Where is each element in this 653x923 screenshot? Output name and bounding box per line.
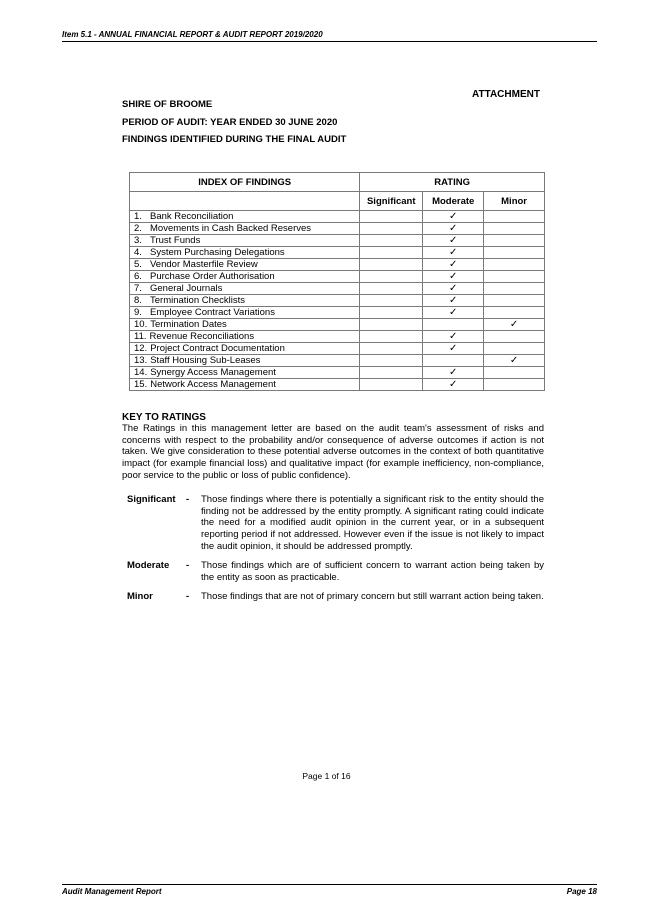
finding-number: 15.	[134, 379, 148, 390]
entity-title: SHIRE OF BROOME	[122, 99, 213, 110]
rating-cell-minor	[484, 247, 545, 259]
check-icon: ✓	[448, 295, 458, 306]
finding-row	[130, 331, 545, 343]
check-icon: ✓	[448, 307, 458, 318]
index-header: INDEX OF FINDINGS	[130, 173, 360, 192]
rating-cell-minor	[484, 379, 545, 391]
finding-text: Synergy Access Management	[150, 367, 276, 378]
finding-number: 12.	[134, 343, 148, 354]
rating-cell-significant	[360, 379, 423, 391]
rating-cell-minor	[484, 355, 545, 367]
rating-cell-minor	[484, 295, 545, 307]
finding-number: 7.	[134, 283, 142, 294]
rating-cell-moderate	[423, 235, 484, 247]
check-icon: ✓	[448, 331, 458, 342]
check-icon: ✓	[509, 355, 519, 366]
check-icon: ✓	[448, 223, 458, 234]
finding-number: 11.	[134, 331, 147, 342]
rating-cell-significant	[360, 259, 423, 271]
finding-number: 14.	[134, 367, 148, 378]
finding-text: Network Access Management	[150, 379, 276, 390]
finding-row	[130, 355, 545, 367]
check-icon: ✓	[448, 247, 458, 258]
finding-text: Project Contract Documentation	[150, 343, 285, 354]
findings-table	[129, 172, 545, 391]
check-icon: ✓	[448, 271, 458, 282]
finding-row	[130, 379, 545, 391]
rating-cell-moderate	[423, 379, 484, 391]
col-minor: Minor	[484, 192, 545, 211]
rating-cell-minor	[484, 319, 545, 331]
rating-cell-significant	[360, 319, 423, 331]
rating-cell-moderate	[423, 223, 484, 235]
col-significant: Significant	[360, 192, 423, 211]
finding-number: 6.	[134, 271, 142, 282]
rating-cell-significant	[360, 307, 423, 319]
finding-label	[130, 295, 360, 307]
rating-cell-moderate	[423, 331, 484, 343]
finding-label	[130, 343, 360, 355]
attachment-label: ATTACHMENT	[472, 89, 540, 100]
rating-cell-significant	[360, 331, 423, 343]
rating-desc: Those findings where there is potentially a significant risk to the entity should the finding not be addressed by the entity promptly. A significant rating could indicate the need for a modified audit opinion in the current year, or in a subsequent reporting period if not addressed. However even if the issue is not likely to impact the audit opinion, it should be addressed promptly.	[201, 494, 544, 552]
rating-cell-moderate	[423, 259, 484, 271]
blank-header-cell	[130, 192, 360, 211]
findings-title: FINDINGS IDENTIFIED DURING THE FINAL AUDIT	[122, 134, 347, 145]
finding-number: 1.	[134, 211, 142, 222]
finding-text: Vendor Masterfile Review	[150, 259, 258, 270]
finding-row	[130, 343, 545, 355]
rating-cell-minor	[484, 259, 545, 271]
finding-row	[130, 247, 545, 259]
col-moderate: Moderate	[423, 192, 484, 211]
finding-label	[130, 223, 360, 235]
finding-number: 3.	[134, 235, 142, 246]
rating-cell-moderate	[423, 271, 484, 283]
finding-row	[130, 307, 545, 319]
check-icon: ✓	[448, 259, 458, 270]
rating-cell-significant	[360, 247, 423, 259]
rating-term: Minor	[127, 591, 153, 602]
finding-label	[130, 355, 360, 367]
period-title: PERIOD OF AUDIT: YEAR ENDED 30 JUNE 2020	[122, 117, 338, 128]
rating-cell-minor	[484, 271, 545, 283]
finding-label	[130, 271, 360, 283]
rating-cell-significant	[360, 211, 423, 223]
page-footer	[62, 884, 597, 896]
rating-cell-significant	[360, 355, 423, 367]
finding-label	[130, 235, 360, 247]
finding-label	[130, 331, 360, 343]
key-paragraph: The Ratings in this management letter are based on the audit team's assessment of risks and concerns with respect to the probability and/or consequence of adverse outcomes if action is not taken. We give consideration to these potential adverse outcomes in the context of both quantitative impact (for example financial loss) and qualitative impact (for example inefficiency, non-compliance, poor service to the public or loss of public confidence).	[122, 423, 544, 481]
rating-cell-moderate	[423, 367, 484, 379]
finding-label	[130, 319, 360, 331]
rating-cell-minor	[484, 367, 545, 379]
finding-number: 5.	[134, 259, 142, 270]
finding-label	[130, 307, 360, 319]
rating-cell-significant	[360, 223, 423, 235]
check-icon: ✓	[448, 367, 458, 378]
page-header	[62, 30, 597, 42]
finding-row	[130, 271, 545, 283]
finding-number: 8.	[134, 295, 142, 306]
footer-right: Page 18	[566, 887, 597, 896]
page-number: Page 1 of 16	[302, 771, 351, 781]
finding-row	[130, 211, 545, 223]
finding-text: Staff Housing Sub-Leases	[150, 355, 261, 366]
rating-cell-moderate	[423, 211, 484, 223]
rating-dash: -	[186, 591, 190, 602]
rating-cell-significant	[360, 235, 423, 247]
finding-text: Termination Checklists	[150, 295, 246, 306]
rating-cell-minor	[484, 307, 545, 319]
rating-term: Significant	[127, 494, 176, 505]
rating-cell-significant	[360, 271, 423, 283]
finding-text: Bank Reconciliation	[150, 211, 234, 222]
finding-text: Employee Contract Variations	[150, 307, 275, 318]
rating-cell-moderate	[423, 247, 484, 259]
finding-number: 4.	[134, 247, 142, 258]
finding-number: 10.	[134, 319, 148, 330]
rating-cell-moderate	[423, 307, 484, 319]
finding-text: Purchase Order Authorisation	[150, 271, 275, 282]
finding-text: Termination Dates	[150, 319, 227, 330]
finding-label	[130, 283, 360, 295]
rating-cell-moderate	[423, 283, 484, 295]
rating-cell-significant	[360, 295, 423, 307]
finding-row	[130, 223, 545, 235]
finding-row	[130, 283, 545, 295]
rating-header: RATING	[360, 173, 545, 192]
finding-row	[130, 319, 545, 331]
rating-cell-moderate	[423, 343, 484, 355]
rating-desc: Those findings that are not of primary concern but still warrant action being taken.	[201, 591, 544, 602]
finding-label	[130, 247, 360, 259]
finding-number: 13.	[134, 355, 148, 366]
header-title: Item 5.1 - ANNUAL FINANCIAL REPORT & AUDIT REPORT 2019/2020	[62, 30, 323, 39]
finding-number: 9.	[134, 307, 142, 318]
key-heading: KEY TO RATINGS	[122, 412, 206, 423]
finding-text: Revenue Reconciliations	[149, 331, 255, 342]
rating-term: Moderate	[127, 560, 170, 571]
finding-number: 2.	[134, 223, 142, 234]
rating-cell-minor	[484, 343, 545, 355]
finding-text: Trust Funds	[150, 235, 201, 246]
rating-cell-moderate	[423, 295, 484, 307]
finding-label	[130, 259, 360, 271]
check-icon: ✓	[448, 343, 458, 354]
rating-dash: -	[186, 560, 190, 571]
rating-cell-significant	[360, 343, 423, 355]
finding-text: System Purchasing Delegations	[150, 247, 285, 258]
finding-row	[130, 259, 545, 271]
footer-left: Audit Management Report	[62, 887, 162, 896]
rating-cell-moderate	[423, 355, 484, 367]
rating-desc: Those findings which are of sufficient concern to warrant action being taken by the entity as soon as practicable.	[201, 560, 544, 583]
rating-cell-minor	[484, 331, 545, 343]
rating-cell-minor	[484, 283, 545, 295]
rating-dash: -	[186, 494, 190, 505]
rating-cell-significant	[360, 283, 423, 295]
rating-moderate	[122, 560, 544, 583]
finding-row	[130, 295, 545, 307]
rating-minor	[122, 591, 544, 603]
check-icon: ✓	[448, 283, 458, 294]
check-icon: ✓	[448, 211, 458, 222]
rating-cell-significant	[360, 367, 423, 379]
finding-row	[130, 235, 545, 247]
finding-label	[130, 211, 360, 223]
check-icon: ✓	[509, 319, 519, 330]
check-icon: ✓	[448, 235, 458, 246]
finding-label	[130, 367, 360, 379]
check-icon: ✓	[448, 379, 458, 390]
rating-cell-minor	[484, 223, 545, 235]
rating-cell-moderate	[423, 319, 484, 331]
finding-text: Movements in Cash Backed Reserves	[150, 223, 312, 234]
finding-row	[130, 367, 545, 379]
rating-significant	[122, 494, 544, 553]
finding-label	[130, 379, 360, 391]
rating-cell-minor	[484, 235, 545, 247]
rating-cell-minor	[484, 211, 545, 223]
finding-text: General Journals	[150, 283, 223, 294]
